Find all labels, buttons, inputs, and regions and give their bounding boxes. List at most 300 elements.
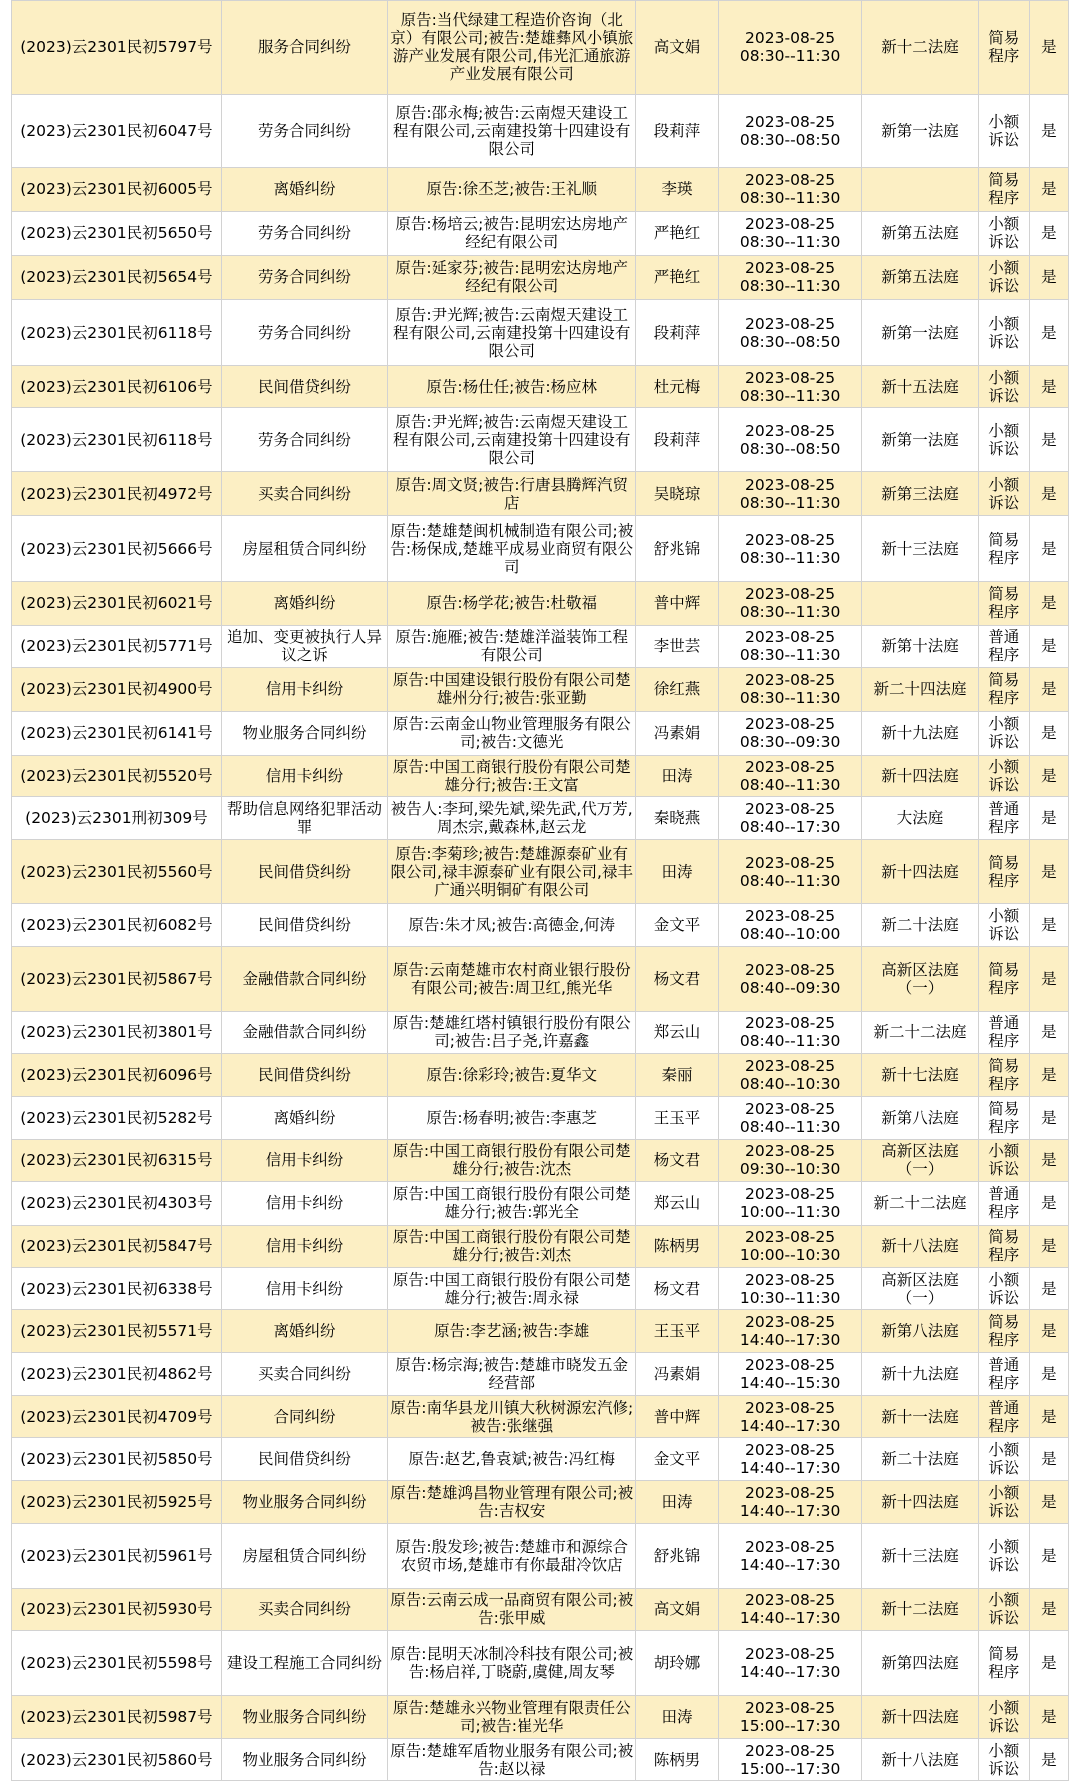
judge-cell	[636, 581, 719, 625]
hearing-time-cell	[718, 1739, 862, 1781]
procedure-cell	[978, 904, 1029, 947]
procedure-text: 小额诉讼	[988, 368, 1020, 405]
parties-cell	[388, 1310, 636, 1353]
public-hearing-cell	[1029, 1589, 1068, 1631]
procedure-cell	[978, 1097, 1029, 1140]
procedure-cell	[978, 947, 1029, 1011]
parties-text: 原告:杨仕任;被告:杨应林	[426, 377, 598, 396]
hearing-time-range: 08:30--11:30	[739, 646, 841, 665]
courtroom-text: 新第五法庭	[881, 224, 959, 243]
procedure-cell	[978, 1589, 1029, 1631]
case-number-cell	[12, 947, 222, 1011]
case-number-text: (2023)云2301民初6338号	[20, 1279, 213, 1298]
courtroom-cell	[862, 667, 978, 711]
hearing-time-range: 09:30--10:30	[739, 1160, 841, 1179]
judge-cell	[636, 1396, 719, 1438]
procedure-text: 小额诉讼	[988, 1270, 1020, 1307]
courtroom-cell	[862, 516, 978, 581]
procedure-text: 小额诉讼	[988, 314, 1020, 351]
case-number-text: (2023)云2301民初5797号	[20, 38, 213, 57]
procedure-text: 小额诉讼	[988, 421, 1020, 458]
courtroom-cell	[862, 408, 978, 472]
hearing-time-cell	[718, 299, 862, 366]
procedure-cell	[978, 94, 1029, 167]
courtroom-text: 新十八法庭	[881, 1750, 959, 1769]
public-hearing-cell	[1029, 408, 1068, 472]
case-number-cell	[12, 1480, 222, 1523]
hearing-time-range: 08:30--11:30	[739, 277, 841, 296]
courtroom-cell	[862, 1140, 978, 1182]
hearing-time-range: 14:40--15:30	[739, 1374, 841, 1393]
judge-text: 陈柄男	[653, 1750, 701, 1769]
judge-cell	[636, 755, 719, 797]
courtroom-text: 新十四法庭	[881, 1708, 959, 1727]
hearing-time-cell	[718, 211, 862, 255]
courtroom-cell	[862, 797, 978, 840]
table-row	[12, 94, 1069, 167]
table-row	[12, 1437, 1069, 1480]
hearing-time-range: 10:30--11:30	[739, 1288, 841, 1307]
table-row	[12, 1, 1069, 95]
case-number-text: (2023)云2301民初5930号	[20, 1600, 213, 1619]
public-hearing-cell	[1029, 1739, 1068, 1781]
hearing-time-cell	[718, 1054, 862, 1097]
procedure-text: 简易程序	[988, 29, 1020, 66]
hearing-time-range: 08:30--11:30	[739, 47, 841, 66]
public-hearing-text: 是	[1041, 323, 1057, 342]
case-cause-cell	[221, 1267, 387, 1310]
case-cause-cell	[221, 1140, 387, 1182]
judge-cell	[636, 366, 719, 408]
case-cause-cell	[221, 625, 387, 667]
parties-text: 原告:朱才凤;被告:高德金,何涛	[408, 916, 616, 935]
public-hearing-cell	[1029, 1696, 1068, 1739]
parties-text: 原告:中国工商银行股份有限公司楚雄分行;被告:刘杰	[392, 1228, 631, 1265]
hearing-time-cell	[718, 947, 862, 1011]
hearing-date: 2023-08-25	[745, 259, 836, 278]
hearing-time-range: 08:30--11:30	[739, 386, 841, 405]
public-hearing-text: 是	[1041, 1449, 1057, 1468]
courtroom-cell	[862, 94, 978, 167]
judge-text: 杨文君	[653, 1151, 701, 1170]
table-row	[12, 1181, 1069, 1225]
courtroom-text: 新二十法庭	[881, 916, 959, 935]
hearing-time-range: 14:40--17:30	[739, 1501, 841, 1520]
case-number-text: (2023)云2301民初5598号	[20, 1653, 213, 1672]
table-row	[12, 755, 1069, 797]
judge-cell	[636, 1011, 719, 1054]
hearing-date: 2023-08-25	[745, 1440, 836, 1459]
judge-text: 田涛	[661, 1708, 693, 1727]
hearing-date: 2023-08-25	[745, 29, 836, 48]
hearing-date: 2023-08-25	[745, 1644, 836, 1663]
table-row	[12, 1523, 1069, 1588]
procedure-cell	[978, 408, 1029, 472]
case-number-text: (2023)云2301民初4303号	[20, 1194, 213, 1213]
public-hearing-text: 是	[1041, 1492, 1057, 1511]
courtroom-text: 高新区法庭（一）	[881, 960, 959, 997]
hearing-time-range: 08:30--11:30	[739, 689, 841, 708]
judge-cell	[636, 1225, 719, 1267]
table-row	[12, 472, 1069, 516]
case-cause-cell	[221, 167, 387, 211]
procedure-text: 简易程序	[988, 585, 1020, 622]
hearing-time-cell	[718, 904, 862, 947]
public-hearing-cell	[1029, 255, 1068, 299]
case-cause-text: 民间借贷纠纷	[258, 377, 352, 396]
hearing-time-cell	[718, 1310, 862, 1353]
hearing-time-cell	[718, 1267, 862, 1310]
case-number-text: (2023)云2301民初5666号	[20, 539, 213, 558]
parties-cell	[388, 1523, 636, 1588]
case-cause-text: 信用卡纠纷	[265, 1194, 344, 1213]
procedure-cell	[978, 581, 1029, 625]
courtroom-text: 新十四法庭	[881, 1492, 959, 1511]
public-hearing-cell	[1029, 1353, 1068, 1396]
case-number-cell	[12, 581, 222, 625]
public-hearing-cell	[1029, 840, 1068, 904]
case-cause-text: 信用卡纠纷	[265, 766, 344, 785]
procedure-text: 普通程序	[988, 1398, 1020, 1435]
judge-text: 李世芸	[653, 637, 701, 656]
case-number-cell	[12, 625, 222, 667]
procedure-cell	[978, 255, 1029, 299]
public-hearing-cell	[1029, 1225, 1068, 1267]
courtroom-cell	[862, 211, 978, 255]
case-cause-text: 买卖合同纠纷	[258, 484, 352, 503]
hearing-schedule-table	[11, 0, 1069, 1781]
hearing-date: 2023-08-25	[745, 715, 836, 734]
case-cause-cell	[221, 94, 387, 167]
case-cause-text: 帮助信息网络犯罪活动罪	[227, 800, 383, 837]
public-hearing-cell	[1029, 581, 1068, 625]
judge-text: 金文平	[653, 1449, 701, 1468]
hearing-date: 2023-08-25	[745, 757, 836, 776]
parties-text: 原告:施雁;被告:楚雄洋溢装饰工程有限公司	[395, 628, 629, 665]
hearing-time-range: 08:30--11:30	[739, 493, 841, 512]
public-hearing-text: 是	[1041, 121, 1057, 140]
public-hearing-text: 是	[1041, 594, 1057, 613]
judge-cell	[636, 1310, 719, 1353]
hearing-time-range: 08:30--08:50	[739, 439, 841, 458]
public-hearing-text: 是	[1041, 1151, 1057, 1170]
judge-text: 普中辉	[653, 1407, 701, 1426]
hearing-date: 2023-08-25	[745, 1100, 836, 1119]
case-cause-cell	[221, 667, 387, 711]
case-number-cell	[12, 167, 222, 211]
judge-cell	[636, 1097, 719, 1140]
case-number-cell	[12, 1097, 222, 1140]
public-hearing-text: 是	[1041, 180, 1057, 199]
courtroom-cell	[862, 711, 978, 755]
public-hearing-cell	[1029, 1396, 1068, 1438]
courtroom-text: 新第八法庭	[881, 1109, 959, 1128]
judge-cell	[636, 255, 719, 299]
hearing-time-cell	[718, 1097, 862, 1140]
hearing-time-range: 08:30--09:30	[739, 733, 841, 752]
parties-text: 原告:云南云成一品商贸有限公司;被告:张甲威	[390, 1591, 634, 1628]
hearing-date: 2023-08-25	[745, 530, 836, 549]
judge-text: 陈柄男	[653, 1237, 701, 1256]
case-cause-cell	[221, 366, 387, 408]
case-number-text: (2023)云2301民初5987号	[20, 1708, 213, 1727]
public-hearing-text: 是	[1041, 430, 1057, 449]
table-row	[12, 1054, 1069, 1097]
judge-cell	[636, 1353, 719, 1396]
case-cause-text: 金融借款合同纠纷	[242, 969, 367, 988]
case-number-text: (2023)云2301民初5654号	[20, 268, 213, 287]
parties-text: 原告:邵永梅;被告:云南煜天建设工程有限公司,云南建投第十四建设有限公司	[393, 103, 631, 158]
judge-cell	[636, 1181, 719, 1225]
case-number-text: (2023)云2301民初6082号	[20, 916, 213, 935]
public-hearing-text: 是	[1041, 377, 1057, 396]
judge-cell	[636, 472, 719, 516]
public-hearing-cell	[1029, 1437, 1068, 1480]
table-row	[12, 711, 1069, 755]
parties-text: 原告:楚雄楚闽机械制造有限公司;被告:杨保成,楚雄平成易业商贸有限公司	[390, 521, 634, 576]
public-hearing-cell	[1029, 1480, 1068, 1523]
case-number-text: (2023)云2301民初5771号	[20, 637, 213, 656]
procedure-cell	[978, 1480, 1029, 1523]
hearing-date: 2023-08-25	[745, 1483, 836, 1502]
judge-cell	[636, 797, 719, 840]
public-hearing-text: 是	[1041, 224, 1057, 243]
judge-text: 金文平	[653, 916, 701, 935]
case-cause-text: 追加、变更被执行人异议之诉	[227, 628, 383, 665]
case-number-cell	[12, 1267, 222, 1310]
hearing-date: 2023-08-25	[745, 1699, 836, 1718]
judge-text: 秦晓燕	[653, 809, 701, 828]
hearing-date: 2023-08-25	[745, 907, 836, 926]
judge-text: 秦丽	[661, 1066, 693, 1085]
procedure-text: 简易程序	[988, 1100, 1020, 1137]
table-row	[12, 1267, 1069, 1310]
case-cause-cell	[221, 1437, 387, 1480]
case-number-cell	[12, 1523, 222, 1588]
public-hearing-cell	[1029, 1140, 1068, 1182]
procedure-text: 普通程序	[988, 1014, 1020, 1051]
hearing-time-cell	[718, 667, 862, 711]
table-row	[12, 1140, 1069, 1182]
parties-cell	[388, 1437, 636, 1480]
courtroom-cell	[862, 1, 978, 95]
parties-text: 原告:中国工商银行股份有限公司楚雄分行;被告:沈杰	[392, 1142, 631, 1179]
public-hearing-text: 是	[1041, 1750, 1057, 1769]
courtroom-text: 新十三法庭	[881, 539, 959, 558]
courtroom-cell	[862, 1739, 978, 1781]
hearing-time-cell	[718, 1225, 862, 1267]
case-number-cell	[12, 211, 222, 255]
hearing-time-cell	[718, 1181, 862, 1225]
judge-cell	[636, 840, 719, 904]
case-number-text: (2023)云2301民初6021号	[20, 594, 213, 613]
parties-text: 原告:杨宗海;被告:楚雄市晓发五金经营部	[395, 1356, 629, 1393]
courtroom-text: 大法庭	[896, 809, 944, 828]
case-number-cell	[12, 516, 222, 581]
parties-cell	[388, 1181, 636, 1225]
courtroom-cell	[862, 625, 978, 667]
parties-text: 原告:楚雄永兴物业管理有限责任公司;被告:崔光华	[392, 1699, 631, 1736]
judge-text: 李瑛	[661, 180, 693, 199]
case-cause-cell	[221, 711, 387, 755]
case-number-cell	[12, 1739, 222, 1781]
hearing-date: 2023-08-25	[745, 1228, 836, 1247]
public-hearing-text: 是	[1041, 1407, 1057, 1426]
public-hearing-cell	[1029, 1267, 1068, 1310]
procedure-cell	[978, 1181, 1029, 1225]
hearing-time-cell	[718, 1140, 862, 1182]
hearing-date: 2023-08-25	[745, 960, 836, 979]
table-row	[12, 1480, 1069, 1523]
judge-text: 舒兆锦	[653, 1546, 701, 1565]
parties-text: 原告:中国工商银行股份有限公司楚雄分行;被告:王文富	[392, 757, 631, 794]
hearing-date: 2023-08-25	[745, 1142, 836, 1161]
procedure-text: 简易程序	[988, 1228, 1020, 1265]
courtroom-cell	[862, 581, 978, 625]
parties-text: 原告:杨学花;被告:杜敬福	[426, 594, 598, 613]
case-cause-text: 劳务合同纠纷	[258, 224, 352, 243]
hearing-time-range: 14:40--17:30	[739, 1662, 841, 1681]
parties-text: 原告:云南金山物业管理服务有限公司;被告:文德光	[392, 715, 631, 752]
public-hearing-text: 是	[1041, 724, 1057, 743]
procedure-text: 小额诉讼	[988, 1699, 1020, 1736]
public-hearing-text: 是	[1041, 268, 1057, 287]
procedure-text: 小额诉讼	[988, 715, 1020, 752]
case-number-text: (2023)云2301民初4709号	[20, 1407, 213, 1426]
procedure-text: 简易程序	[988, 530, 1020, 567]
procedure-text: 普通程序	[988, 628, 1020, 665]
hearing-time-range: 15:00--17:30	[739, 1717, 841, 1736]
case-cause-cell	[221, 1097, 387, 1140]
judge-cell	[636, 1696, 719, 1739]
procedure-cell	[978, 1054, 1029, 1097]
hearing-time-range: 10:00--10:30	[739, 1246, 841, 1265]
case-number-text: (2023)云2301民初5925号	[20, 1492, 213, 1511]
procedure-text: 简易程序	[988, 171, 1020, 208]
case-cause-text: 信用卡纠纷	[265, 1151, 344, 1170]
hearing-time-cell	[718, 408, 862, 472]
parties-text: 原告:杨春明;被告:李惠芝	[426, 1109, 598, 1128]
procedure-cell	[978, 711, 1029, 755]
hearing-date: 2023-08-25	[745, 671, 836, 690]
hearing-time-range: 08:40--17:30	[739, 818, 841, 837]
case-number-cell	[12, 1181, 222, 1225]
hearing-time-range: 10:00--11:30	[739, 1203, 841, 1222]
public-hearing-text: 是	[1041, 38, 1057, 57]
case-cause-text: 劳务合同纠纷	[258, 121, 352, 140]
public-hearing-text: 是	[1041, 1322, 1057, 1341]
hearing-date: 2023-08-25	[745, 1270, 836, 1289]
procedure-text: 简易程序	[988, 1313, 1020, 1350]
courtroom-text: 新十二法庭	[881, 38, 959, 57]
case-cause-text: 房屋租赁合同纠纷	[242, 1546, 367, 1565]
judge-text: 冯素娟	[653, 724, 701, 743]
case-number-text: (2023)云2301民初4862号	[20, 1365, 213, 1384]
judge-text: 王玉平	[653, 1322, 701, 1341]
judge-text: 段莉萍	[653, 323, 701, 342]
hearing-time-range: 08:30--08:50	[739, 130, 841, 149]
public-hearing-cell	[1029, 1310, 1068, 1353]
case-cause-cell	[221, 299, 387, 366]
procedure-text: 小额诉讼	[988, 1741, 1020, 1778]
case-cause-cell	[221, 1480, 387, 1523]
parties-cell	[388, 1054, 636, 1097]
public-hearing-text: 是	[1041, 1365, 1057, 1384]
table-row	[12, 581, 1069, 625]
hearing-time-range: 15:00--17:30	[739, 1759, 841, 1778]
hearing-time-range: 08:30--08:50	[739, 332, 841, 351]
judge-text: 王玉平	[653, 1109, 701, 1128]
procedure-cell	[978, 1353, 1029, 1396]
case-cause-cell	[221, 1310, 387, 1353]
case-number-text: (2023)云2301民初5650号	[20, 224, 213, 243]
parties-cell	[388, 1696, 636, 1739]
judge-cell	[636, 947, 719, 1011]
public-hearing-cell	[1029, 167, 1068, 211]
case-cause-text: 民间借贷纠纷	[258, 862, 352, 881]
case-cause-cell	[221, 947, 387, 1011]
case-number-cell	[12, 472, 222, 516]
procedure-text: 简易程序	[988, 853, 1020, 890]
procedure-text: 小额诉讼	[988, 259, 1020, 296]
judge-cell	[636, 94, 719, 167]
judge-cell	[636, 408, 719, 472]
parties-cell	[388, 1097, 636, 1140]
parties-cell	[388, 1630, 636, 1695]
hearing-date: 2023-08-25	[745, 853, 836, 872]
case-cause-cell	[221, 255, 387, 299]
case-number-text: (2023)云2301民初6118号	[20, 323, 213, 342]
procedure-text: 普通程序	[988, 1356, 1020, 1393]
case-number-text: (2023)云2301民初3801号	[20, 1023, 213, 1042]
public-hearing-cell	[1029, 1181, 1068, 1225]
parties-text: 原告:徐彩玲;被告:夏华文	[426, 1066, 598, 1085]
parties-text: 原告:中国工商银行股份有限公司楚雄分行;被告:郭光全	[392, 1185, 631, 1222]
case-number-cell	[12, 1011, 222, 1054]
courtroom-text: 新二十法庭	[881, 1449, 959, 1468]
procedure-text: 小额诉讼	[988, 112, 1020, 149]
parties-text: 原告:殷发珍;被告:楚雄市和源综合农贸市场,楚雄市有你最甜冷饮店	[395, 1537, 629, 1574]
hearing-time-range: 14:40--17:30	[739, 1331, 841, 1350]
hearing-time-cell	[718, 1523, 862, 1588]
public-hearing-cell	[1029, 625, 1068, 667]
courtroom-cell	[862, 1181, 978, 1225]
table-row	[12, 625, 1069, 667]
courtroom-cell	[862, 1523, 978, 1588]
procedure-cell	[978, 472, 1029, 516]
parties-cell	[388, 1267, 636, 1310]
procedure-text: 简易程序	[988, 671, 1020, 708]
case-cause-text: 离婚纠纷	[273, 594, 336, 613]
judge-cell	[636, 1589, 719, 1631]
case-number-text: (2023)云2301民初5282号	[20, 1109, 213, 1128]
courtroom-text: 新第四法庭	[881, 1653, 959, 1672]
case-number-text: (2023)云2301民初4900号	[20, 680, 213, 699]
judge-text: 高文娟	[653, 38, 701, 57]
judge-cell	[636, 1, 719, 95]
case-cause-text: 劳务合同纠纷	[258, 323, 352, 342]
hearing-time-range: 08:40--10:00	[739, 925, 841, 944]
case-number-cell	[12, 1696, 222, 1739]
hearing-time-cell	[718, 840, 862, 904]
public-hearing-cell	[1029, 1523, 1068, 1588]
parties-text: 原告:中国工商银行股份有限公司楚雄分行;被告:周永禄	[392, 1270, 631, 1307]
hearing-time-cell	[718, 1396, 862, 1438]
parties-text: 原告:杨培云;被告:昆明宏达房地产经纪有限公司	[395, 215, 629, 252]
public-hearing-text: 是	[1041, 1237, 1057, 1256]
judge-cell	[636, 1437, 719, 1480]
procedure-cell	[978, 1437, 1029, 1480]
